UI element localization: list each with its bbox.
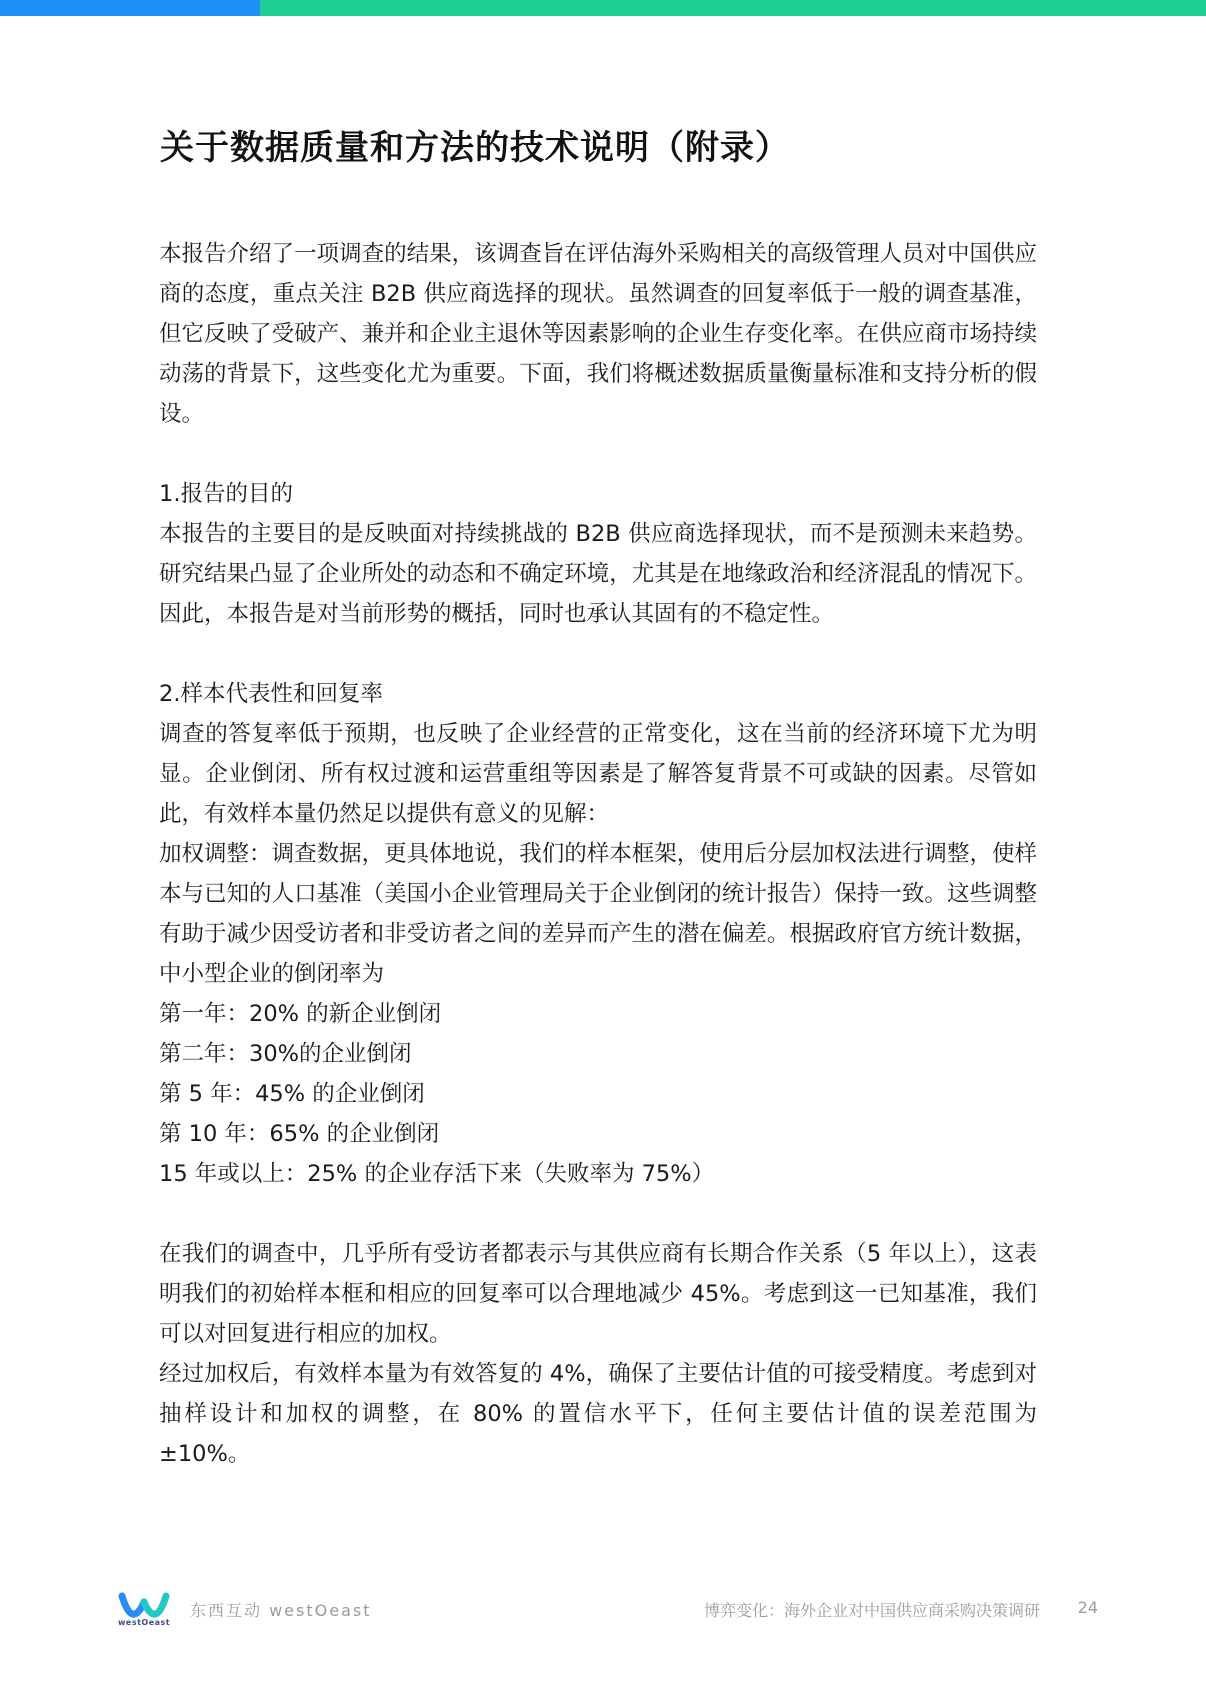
- list-item: 第二年：30%的企业倒闭: [159, 1041, 412, 1067]
- westoeast-logo-icon: [118, 1590, 170, 1634]
- section-heading-sample: 2.样本代表性和回复率: [159, 681, 383, 707]
- report-title: 博弈变化：海外企业对中国供应商采购决策调研: [703, 1601, 1040, 1620]
- page-footer: [0, 1580, 1206, 1640]
- intro-paragraph: 本报告介绍了一项调查的结果，该调查旨在评估海外采购相关的高级管理人员对中国供应商的态度，重点关注 B2B 供应商选择的现状。虽然调查的回复率低于一般的调查基准，但它反映了受破产、兼并和企业主退休等因素影响的企业生存变化率。在供应商市场持续动荡的背景下，这些变化尤为重要。下面，我们将概述数据质量衡量标准和支持分析的假设。: [159, 241, 1037, 427]
- top-bar-green-segment: [260, 0, 1206, 16]
- brand-name: 东西互动 westOeast: [190, 1601, 372, 1620]
- logo-wordmark: westOeast: [118, 1618, 171, 1627]
- list-item: 第 5 年：45% 的企业倒闭: [159, 1081, 425, 1107]
- page-number: 24: [1077, 1598, 1098, 1617]
- page-title: 关于数据质量和方法的技术说明（附录）: [160, 128, 790, 168]
- weighted-sample-paragraph: 经过加权后，有效样本量为有效答复的 4%，确保了主要估计值的可接受精度。考虑到对抽样设计和加权的调整，在 80% 的置信水平下，任何主要估计值的误差范围为 ±10%。: [159, 1361, 1037, 1467]
- top-accent-bar: [0, 0, 1206, 16]
- top-bar-blue-segment: [0, 0, 260, 16]
- list-item: 15 年或以上：25% 的企业存活下来（失败率为 75%）: [159, 1161, 715, 1187]
- list-item: 第 10 年：65% 的企业倒闭: [159, 1121, 440, 1147]
- sample-paragraph: 调查的答复率低于预期，也反映了企业经营的正常变化，这在当前的经济环境下尤为明显。企业倒闭、所有权过渡和运营重组等因素是了解答复背景不可或缺的因素。尽管如此，有效样本量仍然足以提供有意义的见解：: [159, 721, 1037, 827]
- purpose-paragraph: 本报告的主要目的是反映面对持续挑战的 B2B 供应商选择现状，而不是预测未来趋势。研究结果凸显了企业所处的动态和不确定环境，尤其是在地缘政治和经济混乱的情况下。因此，本报告是对当前形势的概括，同时也承认其固有的不稳定性。: [159, 521, 1037, 627]
- weighting-paragraph: 加权调整：调查数据，更具体地说，我们的样本框架，使用后分层加权法进行调整，使样本与已知的人口基准（美国小企业管理局关于企业倒闭的统计报告）保持一致。这些调整有助于减少因受访者和非受访者之间的差异而产生的潜在偏差。根据政府官方统计数据，中小型企业的倒闭率为: [159, 841, 1037, 987]
- body-text: [159, 234, 1037, 1474]
- list-item: 第一年：20% 的新企业倒闭: [159, 1001, 442, 1027]
- survey-paragraph: 在我们的调查中，几乎所有受访者都表示与其供应商有长期合作关系（5 年以上），这表明我们的初始样本框和相应的回复率可以合理地减少 45%。考虑到这一已知基准，我们可以对回复进行相应的加权。: [159, 1241, 1037, 1347]
- section-heading-purpose: 1.报告的目的: [159, 481, 293, 507]
